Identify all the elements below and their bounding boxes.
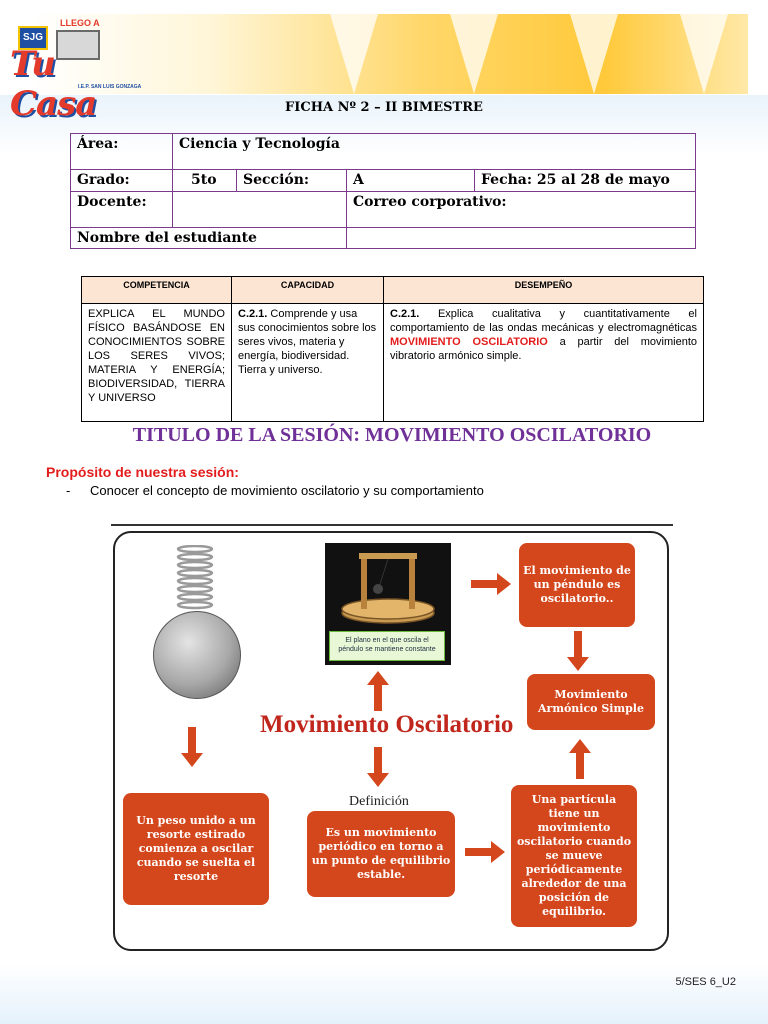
fecha-value: Fecha: 25 al 28 de mayo [475, 170, 696, 192]
box-particle: Una partícula tiene un movimiento oscilatorio cuando se mueve periódicamente alrededor de una posición de equilibrio. [511, 785, 637, 927]
box-definition: Es un movimiento periódico en torno a un punto de equilibrio estable. [307, 811, 455, 897]
oscillation-diagram [113, 531, 669, 951]
correo-label: Correo corporativo: [347, 192, 696, 228]
footer-session-code: 5/SES 6_U2 [675, 976, 736, 988]
arrow-right-icon [465, 841, 505, 863]
arrow-down-icon [181, 727, 203, 767]
student-info-table [70, 133, 696, 249]
docente-label: Docente: [71, 192, 173, 228]
nombre-field[interactable] [347, 228, 696, 249]
ficha-title: FICHA Nº 2 – II BIMESTRE [285, 100, 483, 115]
arrow-down-icon [567, 631, 589, 671]
box-weight: Un peso unido a un resorte estirado comienza a oscilar cuando se suelta el resorte [123, 793, 269, 905]
competencia-cell: EXPLICA EL MUNDO FÍSICO BASÁNDOSE EN CONOCIMIENTOS SOBRE LOS SERES VIVOS; MATERIA Y ENERGÍA; BIODIVERSIDAD, TIERRA Y UNIVERSO [82, 304, 232, 422]
capacidad-cell [232, 304, 384, 422]
session-title: TITULO DE LA SESIÓN: MOVIMIENTO OSCILATORIO [132, 424, 652, 446]
capacidad-code: C.2.1. [238, 308, 268, 320]
docente-field[interactable] [173, 192, 347, 228]
desempeno-cell [384, 304, 704, 422]
logo-badge: SJG [18, 26, 48, 50]
banner-ray [570, 14, 618, 94]
spring-icon [175, 545, 215, 615]
diagram-main-title: Movimiento Oscilatorio [260, 711, 514, 738]
desempeno-text-2: a partir del movimiento vibratorio armónico simple. [390, 336, 697, 362]
capacidad-text: Comprende y usa sus conocimientos sobre los seres vivos, materia y energía, biodiversidad. Tierra y universo. [238, 308, 377, 376]
logo-wordmark: Tu Casa [10, 44, 97, 124]
logo-subtext: I.E.P. SAN LUIS GONZAGA [78, 84, 142, 90]
seccion-label: Sección: [237, 170, 347, 192]
area-label: Área: [71, 134, 173, 170]
grado-value: 5to [173, 170, 237, 192]
purpose-item [66, 483, 484, 498]
pendulum-icon [325, 543, 451, 631]
school-logo [8, 14, 148, 124]
area-value: Ciencia y Tecnología [173, 134, 696, 170]
background-wave-bottom [0, 964, 768, 1024]
competency-table [81, 276, 704, 422]
nombre-label: Nombre del estudiante [71, 228, 347, 249]
arrow-up-icon [367, 671, 389, 711]
desempeno-highlight: MOVIMIENTO OSCILATORIO [390, 336, 548, 348]
desempeno-text-1: Explica cualitativa y cuantitativamente el comportamiento de las ondas mecánicas y electromagnéticas [390, 308, 697, 334]
header-desempeno: DESEMPEÑO [384, 277, 704, 304]
horizontal-rule [111, 524, 673, 526]
banner-ray [450, 14, 498, 94]
logo-arc-text: LLEGO A [60, 18, 100, 28]
purpose-item-text: Conocer el concepto de movimiento oscilatorio y su comportamiento [90, 483, 484, 498]
header-competencia: COMPETENCIA [82, 277, 232, 304]
header-capacidad: CAPACIDAD [232, 277, 384, 304]
definition-label: Definición [349, 794, 409, 809]
pendulum-image [325, 543, 451, 665]
purpose-dash: - [66, 483, 71, 498]
grado-label: Grado: [71, 170, 173, 192]
arrow-down-icon [367, 747, 389, 787]
pendulum-caption: El plano en el que oscila el péndulo se mantiene constante [329, 631, 445, 661]
box-pendulum: El movimiento de un péndulo es oscilatorio.. [519, 543, 635, 627]
box-mas: Movimiento Armónico Simple [527, 674, 655, 730]
banner-ray [330, 14, 378, 94]
banner-ray [680, 14, 728, 94]
weight-ball-icon [153, 611, 241, 699]
desempeno-code: C.2.1. [390, 308, 420, 320]
seccion-value: A [347, 170, 475, 192]
purpose-label: Propósito de nuestra sesión: [46, 464, 239, 480]
arrow-right-icon [471, 573, 511, 595]
arrow-up-icon [569, 739, 591, 779]
